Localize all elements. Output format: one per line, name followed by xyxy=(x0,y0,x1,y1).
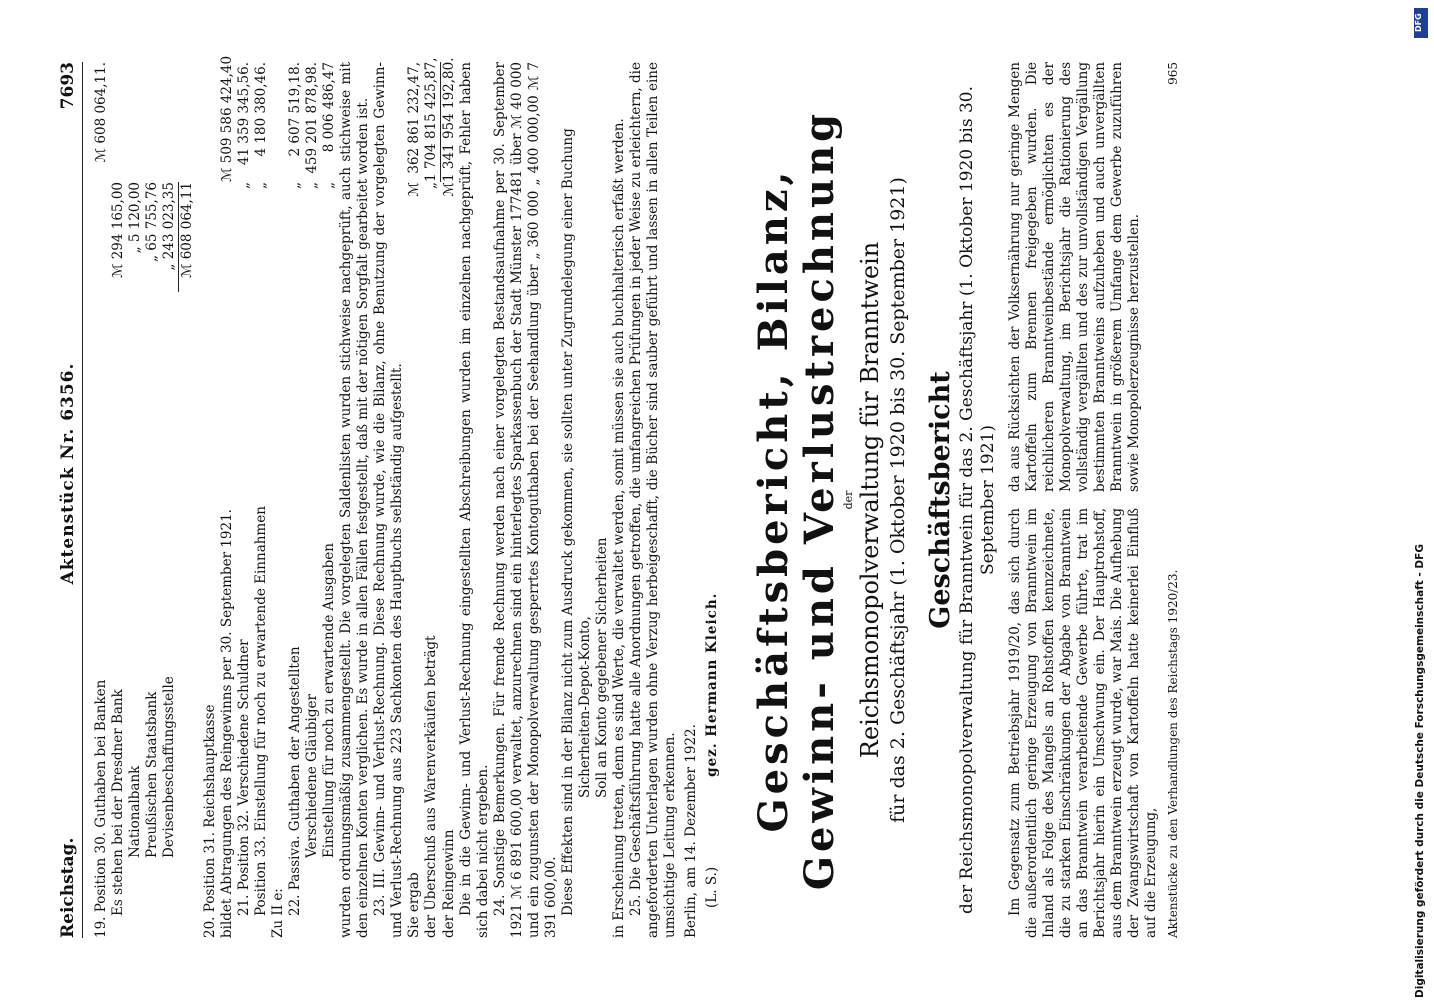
two-columns xyxy=(1007,62,1160,938)
paragraph: 25. Die Geschäftsführung hatte alle Anordnungen getroffen, die umfangreichen Prüfungen in jeder Weise zu erleichtern, die angeforderten Unterlagen wurden ohne Verzug herbeigeschafft, die Bücher sind sauber geführt und lassen in allen Teilen eine umsichtige Leitung erkennen. xyxy=(628,62,678,938)
sheet-number: 965 xyxy=(1166,62,1180,85)
text-line: 20. Position 31. Reichshauptkasse xyxy=(202,704,218,938)
amount xyxy=(202,182,219,292)
text-line: Devisenbeschaffungsstelle xyxy=(161,676,177,858)
text-line: Es stehen bei der Dresdner Bank xyxy=(110,689,126,916)
amount-total: 362 861 232,47, xyxy=(406,62,422,174)
text-line: Einstellung für noch zu erwartende Ausgaben xyxy=(321,543,337,858)
signature: gez. Hermann Kleich. xyxy=(704,592,720,777)
text-line: der Überschuß aus Warenverkäufen beträgt xyxy=(423,635,439,938)
paragraph: in Erscheinung treten, denn es sind Werte, die verwaltet werden, somit müssen sie auch buchhalterisch erfaßt werden. xyxy=(611,118,627,938)
amount-total: 8 006 486,47 xyxy=(321,62,337,153)
booking-line: Soll an Konto gegebener Sicherheiten xyxy=(594,537,610,798)
main-title: Geschäftsbericht, Bilanz, Gewinn- und Verlustrechnung xyxy=(750,109,843,891)
amount: „ xyxy=(253,182,269,189)
place-date: Berlin, am 14. Dezember 1922. xyxy=(683,724,699,938)
text-line: 22. Passiva. Guthaben der Angestellten xyxy=(287,646,303,916)
amount-total: 4 180 380,46. xyxy=(253,62,269,157)
paragraph: Diese Effekten sind in der Bilanz nicht zum Ausdruck gekommen, sie sollten unter Zugrundelegung einer Buchung xyxy=(560,128,576,916)
subtitle-1: Reichsmonopolverwaltung für Branntwein xyxy=(856,241,884,759)
column-left: Im Gegensatz zum Betriebsjahr 1919/20, das sich durch die außerordentlich geringe Erzeugung von Branntwein im Inland als Folge des Mangels an Rohstoffen kennzeichnete, die zu starken Einschränkungen der Abgabe von Branntwein an das Branntwein verarbeitende Gewerbe führte, trat im Berichtsjahr hierin ein Umschwung ein. Der Hauptrohstoff, aus dem Branntwein erzeugt wurde, war Mais. Die Aufhebung der Zwangswirtschaft von Kartoffeln hatte keinerlei Einfluß auf die Erzeugung, xyxy=(1007,508,1159,938)
title-der: der xyxy=(842,490,855,510)
paragraph: 24. Sonstige Bemerkungen. Für fremde Rechnung werden nach einer vorgelegten Bestandsaufnahme per 30. September 1921 ℳ 6 891 600,00 verwaltet, anzurechnen sind ein hinterlegtes Sparkassenbuch der Stadt Münster 177481 über ℳ 40 000 und ein zugunsten der Monopolverwaltung gesperrtes Kontoguthaben bei der Seehandlung über „ 360 000 „ 400 000,00 ℳ 7 391 600,00. xyxy=(492,62,559,938)
amount xyxy=(270,182,287,292)
text-line xyxy=(178,292,196,938)
page-header xyxy=(58,62,83,938)
seal: (L. S.) xyxy=(704,866,720,908)
amount: ℳ 608 064,11 xyxy=(178,182,196,292)
header-center: Aktenstück Nr. 6356. xyxy=(58,362,78,585)
text-line: der Reingewinn xyxy=(441,829,457,938)
amount: „ 5 120,00 xyxy=(127,182,143,254)
text-line: Sie ergab xyxy=(406,872,422,938)
page-number: 7693 xyxy=(58,62,78,110)
amount: „ xyxy=(321,182,337,189)
amount-total: ℳ 608 064,11. xyxy=(93,62,109,163)
page-footer xyxy=(1166,62,1180,938)
amount-total: 1 704 815 425,87, xyxy=(423,57,439,182)
text-line: bildet Abtragungen des Reingewinns per 30. September 1921. xyxy=(219,509,235,938)
paragraph: 23. III. Gewinn- und Verlust-Rechnung. Diese Rechnung wurde, wie die Bilanz, ohne Benutzung der vorgelegten Gewinn- und Verlust-Rechnung aus 223 Sachkonten des Hauptbuchs selbständig aufgestellt. xyxy=(372,62,405,938)
amount: „ 65 755,76 xyxy=(144,182,160,262)
amount-total xyxy=(178,62,196,182)
text-line: Zu II e: xyxy=(270,888,286,938)
footer-left: Aktenstücke zu den Verhandlungen des Reichstags 1920/23. xyxy=(1166,569,1180,938)
digitization-note: Digitalisierung gefördert durch die Deutsche Forschungsgemeinschaft - DFG xyxy=(1414,544,1426,998)
amount: ℳ 294 165,00 xyxy=(110,182,126,279)
amount-total: ℳ 509 586 424,40 xyxy=(219,55,235,182)
amount: „ 243 023,35 xyxy=(161,182,177,271)
amount: ℳ xyxy=(441,182,457,197)
booking-line: Sicherheiten-Depot-Konto, xyxy=(577,616,593,798)
amount-total xyxy=(270,62,287,182)
text-line: 19. Position 30. Guthaben bei Banken xyxy=(93,679,109,938)
paragraph: wurden ordnungsmäßig zusammengestellt. Die vorgelegten Saldenlisten wurden stichweise nachgeprüft, auch stichweise mit den einzelnen Konten verglichen. Es wurde in allen Fällen festgestellt, daß mit der nötigen Sorgfalt gearbeitet worden ist. xyxy=(338,62,371,938)
text-line: Position 33. Einstellung für noch zu erwartende Einnahmen xyxy=(253,506,269,916)
section-subheading: der Reichsmonopolverwaltung für Branntwein für das 2. Geschäftsjahr (1. Oktober 1920 bis 30. September 1921) xyxy=(957,85,998,915)
text-line: Nationalbank xyxy=(127,765,143,858)
amount-total xyxy=(161,62,178,182)
subtitle-2: für das 2. Geschäftsjahr (1. Oktober 1920 bis 30. September 1921) xyxy=(887,177,909,823)
dfg-logo: DFG xyxy=(1414,8,1428,38)
digitization-margin xyxy=(1414,8,1428,998)
amount: „ xyxy=(423,182,439,189)
amount-total: 2 607 519,18. xyxy=(287,62,303,157)
text-line: Verschiedene Gläubiger xyxy=(304,694,320,858)
amount xyxy=(93,182,110,292)
amount-total xyxy=(144,62,161,182)
text-line: Preußischen Staatsbank xyxy=(144,691,160,858)
text-line: 21. Position 32. Verschiedene Schuldner xyxy=(236,639,252,916)
header-left: Reichstag. xyxy=(58,837,78,938)
amount xyxy=(219,182,236,292)
amount-total: 1 341 954 192,80. xyxy=(441,57,457,182)
amount-total: 41 359 345,56. xyxy=(236,62,252,166)
amount-total xyxy=(127,62,144,182)
amount: ℳ xyxy=(406,182,422,197)
amount-total xyxy=(110,62,127,182)
section-heading: Geschäftsbericht xyxy=(925,371,956,629)
amount-total xyxy=(202,62,219,182)
amount: „ xyxy=(304,182,320,189)
paragraph: Die in die Gewinn- und Verlust-Rechnung eingestellten Abschreibungen wurden im einzelnen nachgeprüft, Fehler haben sich dabei nicht ergeben. xyxy=(458,62,491,938)
amount: „ xyxy=(236,182,252,189)
amount-total: 459 201 878,98. xyxy=(304,62,320,174)
amount: „ xyxy=(287,182,303,189)
column-right: da aus Rücksichten der Volksernährung nur geringe Mengen Kartoffeln zum Brennen freigegeben wurden. Die reichlicheren Branntweinbestände ermöglichten es der Monopolverwaltung, im Berichtsjahr die Rationierung des vollständig vergällten und des zur unvollständigen Vergällung bestimmten Branntweins aufzuheben und auch unvergällten Branntwein in größerem Umfange dem Gewerbe zuzuführen sowie Monopolerzeugnisse herzustellen. xyxy=(1007,62,1142,492)
